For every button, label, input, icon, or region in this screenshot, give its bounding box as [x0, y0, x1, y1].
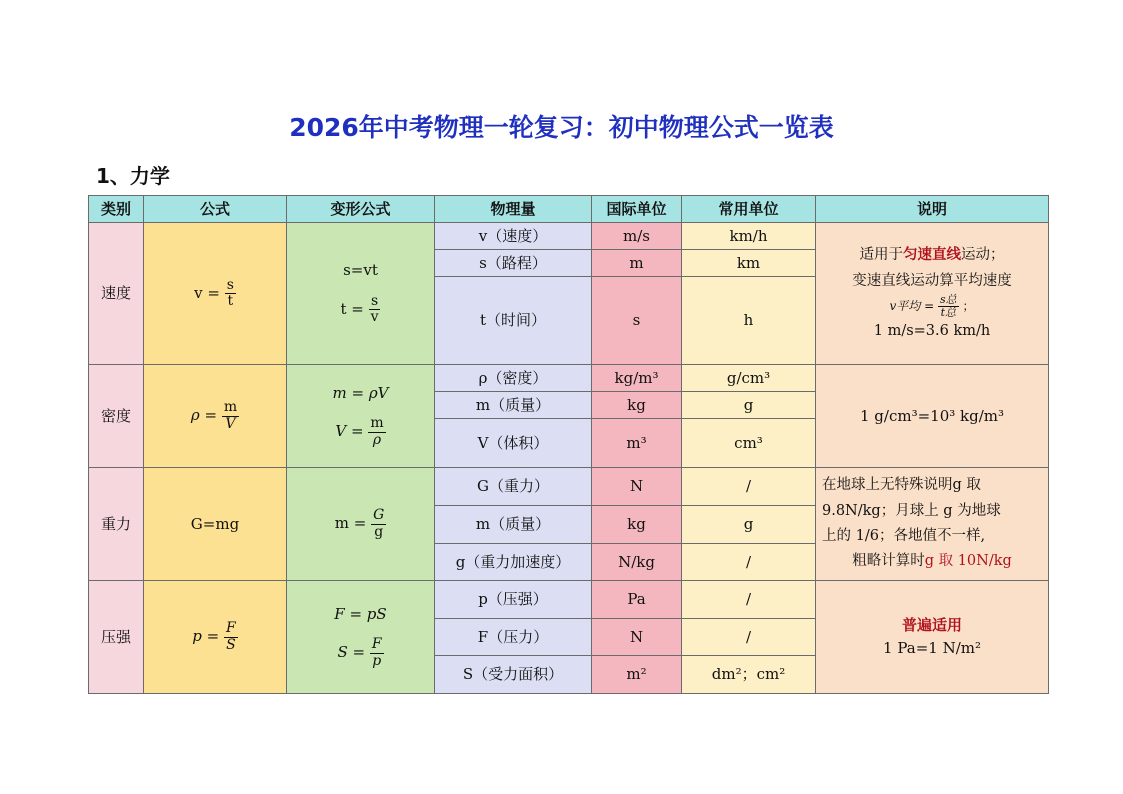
note-highlight: 匀速直线	[903, 246, 961, 264]
denominator: V	[225, 415, 236, 432]
note-speed	[816, 223, 1049, 365]
fraction	[224, 621, 238, 653]
numerator: m	[223, 399, 238, 416]
fraction	[370, 637, 384, 669]
quantity-cell: p（压强）	[435, 581, 592, 619]
header-note: 说明	[816, 196, 1049, 223]
note-pressure	[816, 581, 1049, 694]
numerator: F	[371, 636, 382, 653]
formula-lhs: m =	[334, 514, 367, 532]
quantity-cell: v（速度）	[435, 223, 592, 250]
common-unit-cell: km	[682, 250, 816, 277]
header-category: 类别	[89, 196, 144, 223]
common-unit-cell: g	[682, 392, 816, 419]
note-line: 在地球上无特殊说明g 取	[822, 477, 981, 494]
denominator: ρ	[372, 431, 382, 448]
variant-line	[287, 605, 434, 624]
quantity-cell: F（压力）	[435, 619, 592, 656]
common-unit-cell: /	[682, 581, 816, 619]
formula-gravity: G=mg	[144, 468, 287, 581]
variant-pressure	[287, 581, 435, 694]
common-unit-cell: g	[682, 506, 816, 544]
header-formula: 公式	[144, 196, 287, 223]
quantity-cell: g（重力加速度）	[435, 544, 592, 581]
category-speed: 速度	[89, 223, 144, 365]
note-line: 1 m/s=3.6 km/h	[873, 323, 991, 340]
note-density: 1 g/cm³=10³ kg/m³	[816, 365, 1049, 468]
category-pressure: 压强	[89, 581, 144, 694]
quantity-cell: V（体积）	[435, 419, 592, 468]
denominator: t总	[940, 306, 957, 320]
note-line: 变速直线运动算平均速度	[852, 272, 1012, 289]
header-common-unit: 常用单位	[682, 196, 816, 223]
variant-line	[287, 416, 434, 448]
note-text: 粗略计算时	[852, 553, 925, 570]
numerator: s总	[939, 293, 957, 307]
table-row	[89, 581, 1049, 619]
note-text: 运动；	[961, 247, 1005, 264]
quantity-cell: m（质量）	[435, 506, 592, 544]
common-unit-cell: /	[682, 619, 816, 656]
si-unit-cell: m²	[592, 656, 682, 694]
variant-line	[287, 637, 434, 669]
note-line	[816, 242, 1048, 268]
numerator: F	[226, 620, 236, 637]
fraction	[368, 416, 385, 448]
note-line: 上的 1/6；各地值不一样,	[822, 528, 986, 544]
fraction	[222, 400, 239, 432]
common-unit-cell: /	[682, 544, 816, 581]
category-gravity: 重力	[89, 468, 144, 581]
denominator: p	[372, 652, 382, 669]
si-unit-cell: kg	[592, 506, 682, 544]
variant-line	[287, 384, 434, 403]
note-line	[816, 294, 1048, 319]
quantity-cell: S（受力面积）	[435, 656, 592, 694]
variant-line	[287, 294, 434, 326]
si-unit-cell: N/kg	[592, 544, 682, 581]
formula-lhs: p =	[192, 627, 220, 645]
variant-density	[287, 365, 435, 468]
variant-line: s=vt	[343, 261, 378, 280]
common-unit-cell: cm³	[682, 419, 816, 468]
si-unit-cell: Pa	[592, 581, 682, 619]
common-unit-cell: g/cm³	[682, 365, 816, 392]
formula-table	[88, 195, 1049, 694]
quantity-cell: ρ（密度）	[435, 365, 592, 392]
denominator: S	[226, 636, 236, 653]
note-gravity	[816, 468, 1049, 581]
note-text: 适用于	[859, 247, 903, 264]
numerator: s	[370, 292, 379, 309]
header-si-unit: 国际单位	[592, 196, 682, 223]
table-row	[89, 468, 1049, 506]
formula-lhs: v =	[194, 283, 220, 302]
quantity-cell: G（重力）	[435, 468, 592, 506]
si-unit-cell: s	[592, 277, 682, 365]
formula-lhs: t =	[340, 299, 364, 318]
fraction	[369, 294, 381, 326]
formula-lhs: v平均 =	[889, 299, 935, 314]
formula-density	[144, 365, 287, 468]
note-line	[822, 549, 1042, 574]
numerator: m	[370, 415, 384, 432]
header-variant: 变形公式	[287, 196, 435, 223]
formula-pressure	[144, 581, 287, 694]
variant-gravity	[287, 468, 435, 581]
quantity-cell: m（质量）	[435, 392, 592, 419]
note-line: 9.8N/kg；月球上 g 为地球	[822, 502, 1001, 519]
table-header-row	[89, 196, 1049, 223]
quantity-cell: t（时间）	[435, 277, 592, 365]
formula-lhs: ρ =	[190, 406, 218, 424]
denominator: v	[370, 309, 379, 326]
header-quantity: 物理量	[435, 196, 592, 223]
table-row	[89, 365, 1049, 392]
section-heading: 1、力学	[96, 164, 170, 188]
denominator: t	[227, 293, 234, 309]
page-title: 2026年中考物理一轮复习：初中物理公式一览表	[289, 113, 834, 142]
formula-speed	[144, 223, 287, 365]
si-unit-cell: m³	[592, 419, 682, 468]
fraction	[225, 278, 236, 310]
common-unit-cell: h	[682, 277, 816, 365]
si-unit-cell: m/s	[592, 223, 682, 250]
formula-lhs: S =	[337, 643, 366, 662]
common-unit-cell: km/h	[682, 223, 816, 250]
si-unit-cell: N	[592, 468, 682, 506]
si-unit-cell: N	[592, 619, 682, 656]
variant-text: F = pS	[334, 604, 387, 623]
si-unit-cell: kg	[592, 392, 682, 419]
numerator: s	[226, 276, 234, 293]
fraction	[938, 294, 959, 319]
formula-lhs: V =	[335, 422, 364, 441]
note-highlight: 普遍适用	[901, 616, 962, 635]
si-unit-cell: kg/m³	[592, 365, 682, 392]
fraction	[371, 508, 386, 540]
variant-speed	[287, 223, 435, 365]
numerator: G	[373, 507, 385, 524]
variant-text: m = ρV	[332, 383, 389, 402]
note-line: 1 Pa=1 N/m²	[883, 639, 981, 657]
common-unit-cell: dm²；cm²	[682, 656, 816, 694]
quantity-cell: s（路程）	[435, 250, 592, 277]
si-unit-cell: m	[592, 250, 682, 277]
common-unit-cell: /	[682, 468, 816, 506]
note-text: ；	[962, 299, 975, 314]
note-highlight: g 取 10N/kg	[924, 553, 1012, 570]
denominator: g	[374, 523, 384, 540]
category-density: 密度	[89, 365, 144, 468]
table-row	[89, 223, 1049, 250]
